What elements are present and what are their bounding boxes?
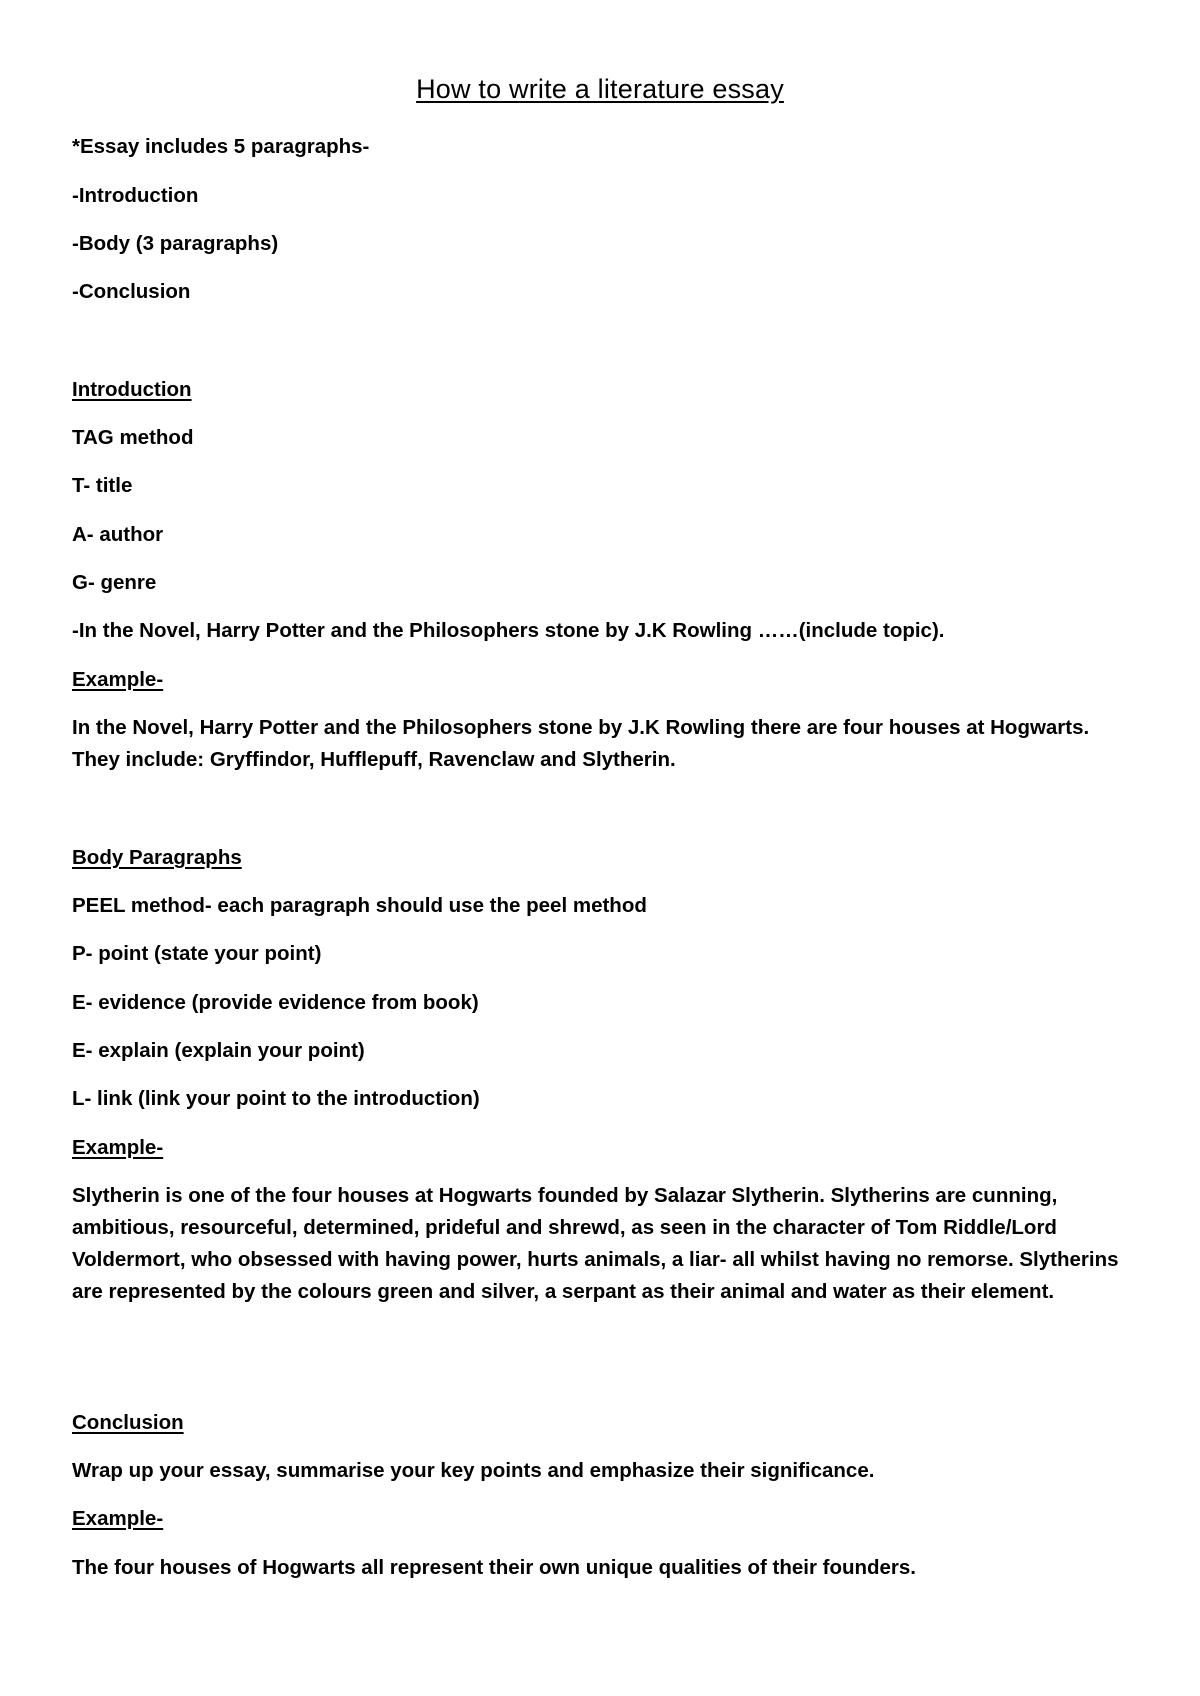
body-paragraphs-heading: Body Paragraphs: [72, 846, 242, 869]
introduction-template-line: -In the Novel, Harry Potter and the Philosophers stone by J.K Rowling ……(include topic).: [72, 619, 945, 642]
peel-item-evidence: E- evidence (provide evidence from book): [72, 991, 479, 1014]
overview-intro-line: *Essay includes 5 paragraphs-: [72, 135, 370, 158]
conclusion-example-label: Example-: [72, 1507, 164, 1530]
tag-method-label: TAG method: [72, 426, 194, 449]
peel-method-label: PEEL method- each paragraph should use the peel method: [72, 894, 647, 917]
conclusion-heading: Conclusion: [72, 1411, 184, 1434]
body-example-label: Example-: [72, 1136, 164, 1159]
peel-item-link: L- link (link your point to the introduction): [72, 1087, 480, 1110]
tag-item-author: A- author: [72, 523, 164, 546]
conclusion-example-text: The four houses of Hogwarts all represent their own unique qualities of their founders.: [72, 1556, 917, 1579]
peel-item-point: P- point (state your point): [72, 942, 322, 965]
body-example-text: Slytherin is one of the four houses at Hogwarts founded by Salazar Slytherin. Slytherins are cunning, ambitious, resourceful, determined, prideful and shrewd, as seen in the character of Tom Riddle/Lord Voldermort, who obsessed with having power, hurts animals, a liar- all whilst having no remorse. Slytherins are represented by the colours green and silver, a serpant as their animal and water as their element.: [72, 1184, 1119, 1303]
tag-item-genre: G- genre: [72, 571, 157, 594]
peel-item-explain: E- explain (explain your point): [72, 1039, 365, 1062]
overview-item-body: -Body (3 paragraphs): [72, 232, 279, 255]
tag-item-title: T- title: [72, 474, 133, 497]
overview-item-conclusion: -Conclusion: [72, 280, 191, 303]
introduction-example-text: In the Novel, Harry Potter and the Philosophers stone by J.K Rowling there are four houses at Hogwarts. They include: Gryffindor, Hufflepuff, Ravenclaw and Slytherin.: [72, 716, 1090, 771]
conclusion-text: Wrap up your essay, summarise your key points and emphasize their significance.: [72, 1459, 875, 1482]
page-title: How to write a literature essay: [416, 74, 784, 104]
introduction-heading: Introduction: [72, 378, 192, 401]
introduction-example-label: Example-: [72, 668, 164, 691]
overview-item-introduction: -Introduction: [72, 184, 199, 207]
